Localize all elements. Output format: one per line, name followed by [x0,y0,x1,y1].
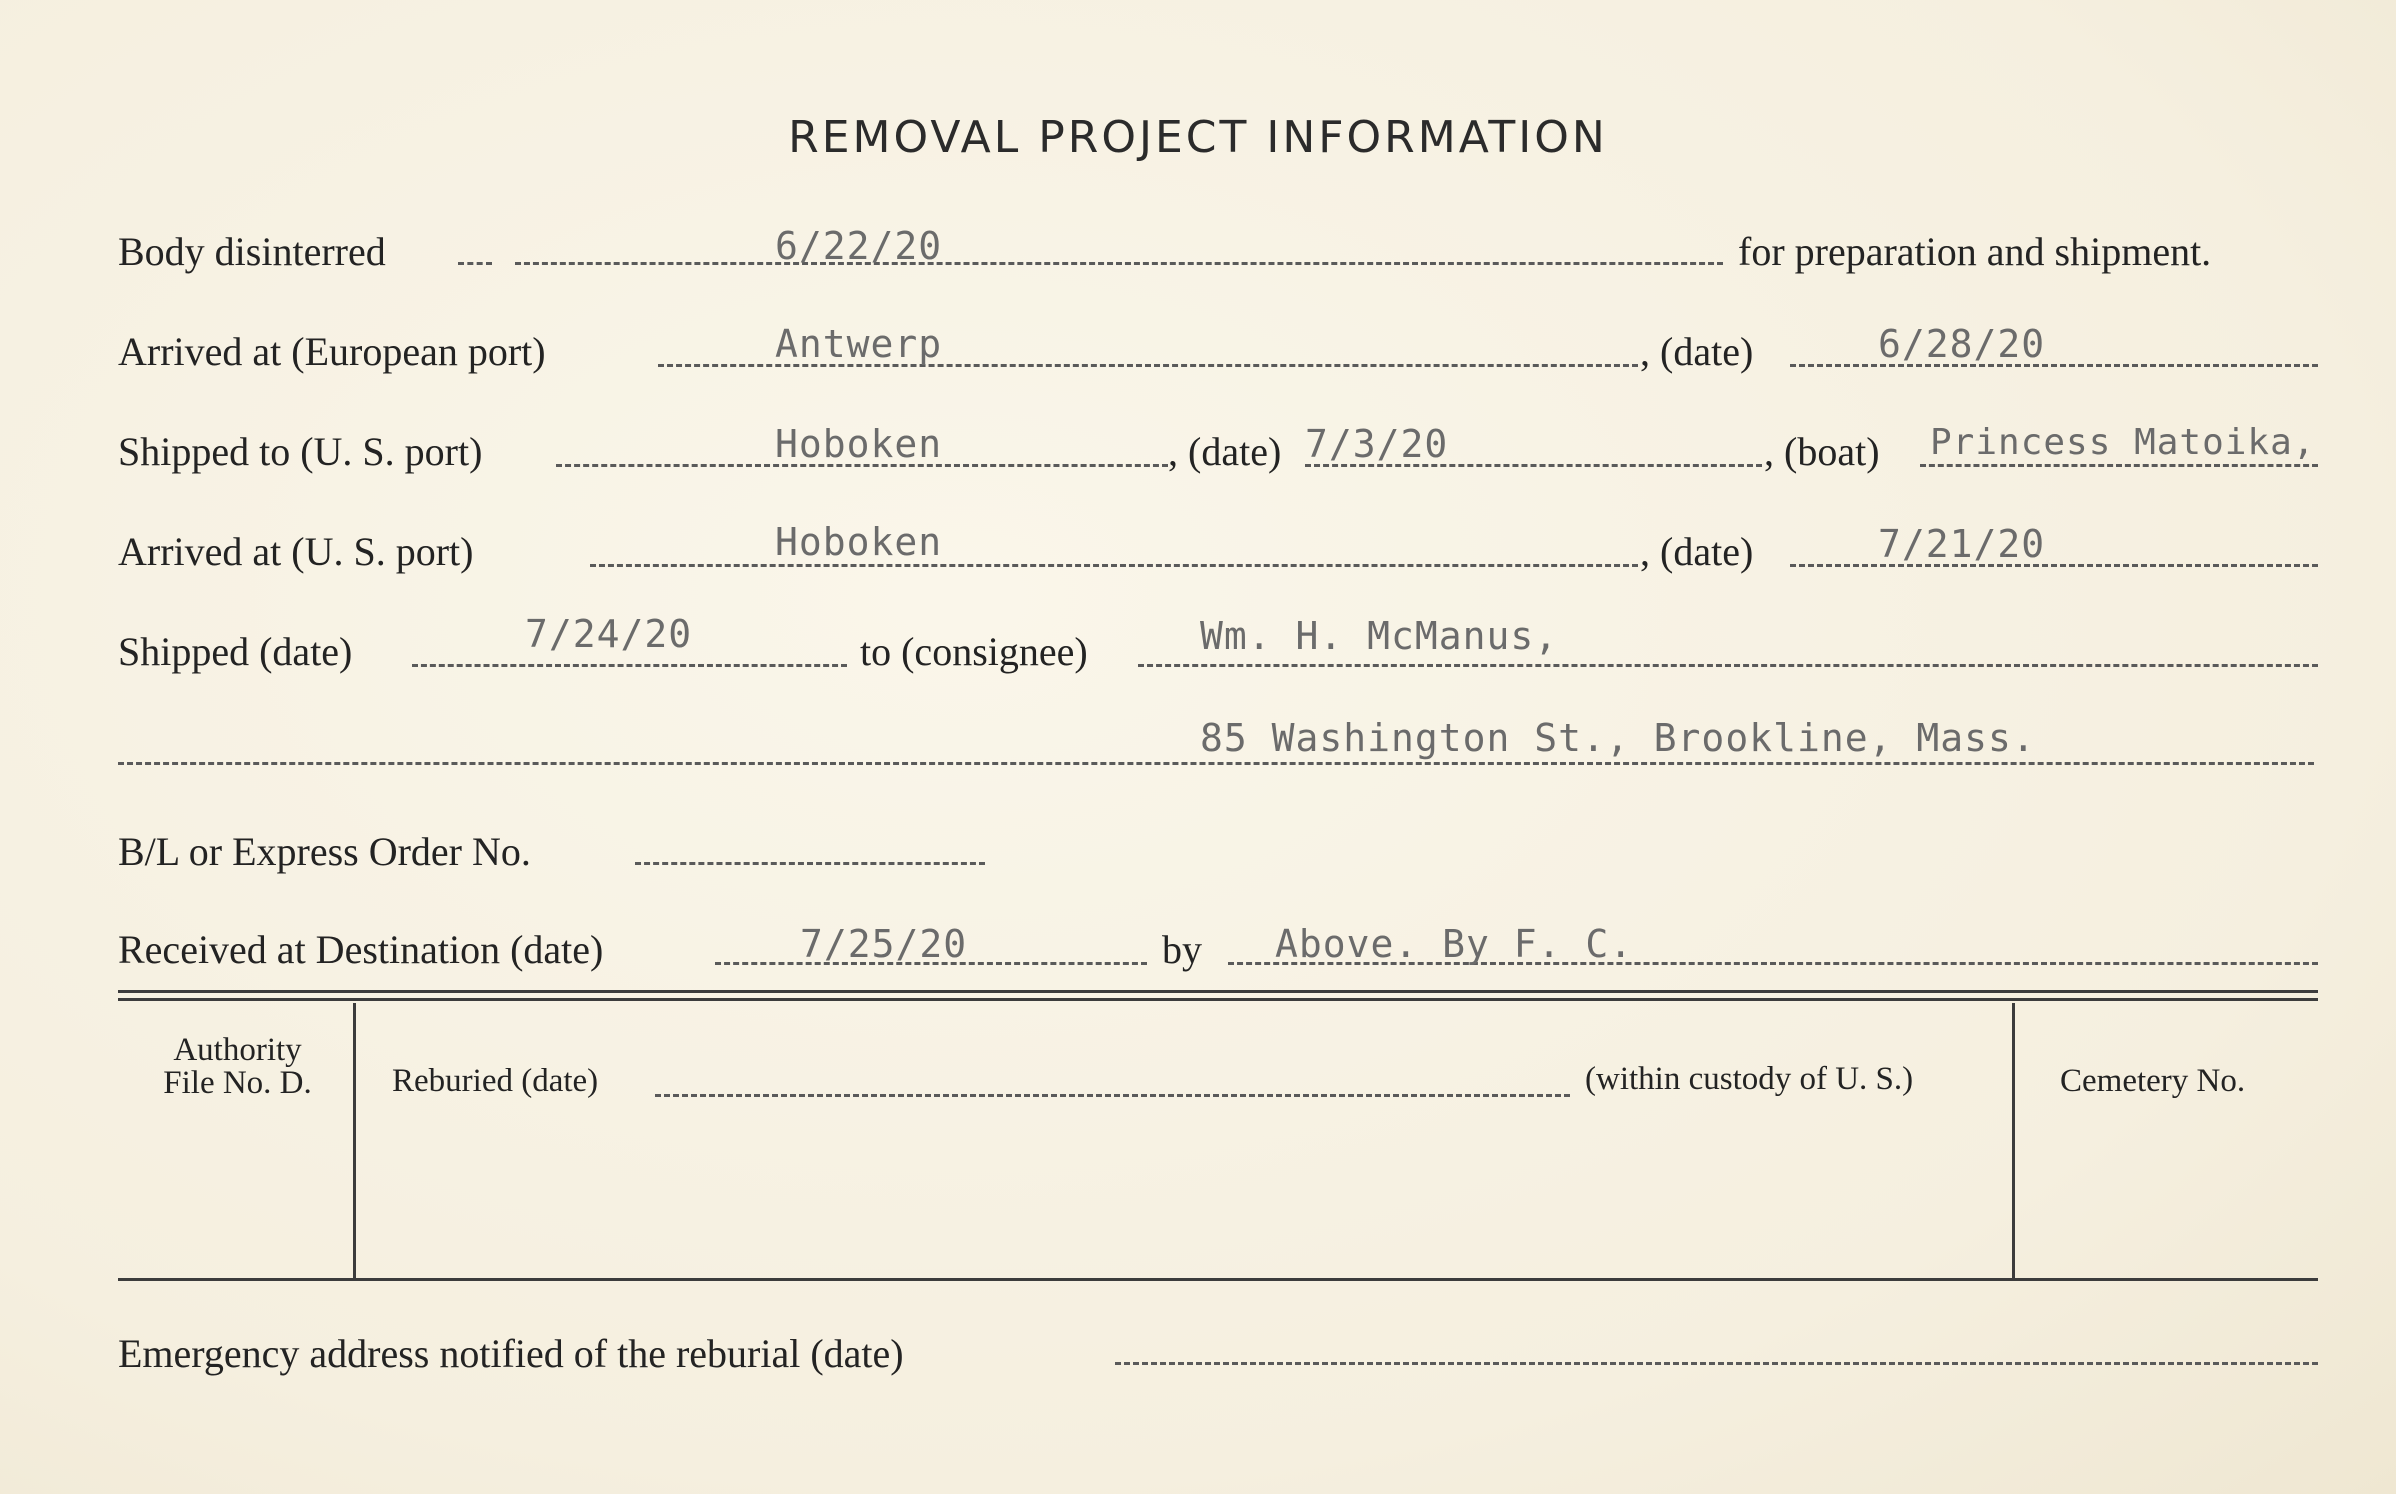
body-disinterred-label: Body disinterred [118,229,386,274]
table-top-rule [118,998,2318,1001]
dotted-line [458,262,492,265]
emergency-label: Emergency address notified of the reburial (date) [118,1331,904,1376]
shipped-date-label: , (date) [1168,429,1282,474]
european-date-label: , (date) [1640,329,1754,374]
cemetery-no-label: Cemetery No. [2060,1063,2246,1099]
table-bottom-rule [118,1278,2318,1281]
shipped-us-date: 7/3/20 [1305,422,1449,466]
dotted-line [1920,464,2318,467]
us-port-arrival-value: Hoboken [775,520,943,564]
reburied-date-label: Reburied (date) [392,1063,599,1099]
shipped-date-row-label: Shipped (date) [118,629,353,674]
preparation-shipment-text: for preparation and shipment. [1738,229,2212,274]
dotted-line [590,564,1638,567]
received-date: 7/25/20 [800,922,968,966]
dotted-line [412,664,847,667]
authority-label: Authority [173,1032,302,1068]
body-disinterred-date: 6/22/20 [775,224,943,268]
boat-name: Princess Matoika, [1930,422,2316,463]
shipped-date-value: 7/24/20 [525,612,693,656]
european-arrival-date: 6/28/20 [1878,322,2046,366]
us-port-shipped-value: Hoboken [775,422,943,466]
address-line [118,762,2314,765]
us-arrival-date: 7/21/20 [1878,522,2046,566]
dotted-line [515,262,1723,265]
arrived-us-label: Arrived at (U. S. port) [118,529,474,574]
card-title: REMOVAL PROJECT INFORMATION [788,112,1608,163]
file-no-label: File No. D. [163,1065,312,1101]
table-top-rule [118,990,2318,993]
consignee-label: to (consignee) [860,629,1088,674]
consignee-name: Wm. H. McManus, [1200,614,1559,658]
received-by-value: Above. By F. C. [1275,922,1634,966]
dotted-line [1790,564,2318,567]
received-label: Received at Destination (date) [118,927,604,972]
arrived-european-label: Arrived at (European port) [118,329,546,374]
european-port-value: Antwerp [775,322,943,366]
us-arrival-date-label: , (date) [1640,529,1754,574]
dotted-line [1115,1362,2318,1365]
bl-order-label: B/L or Express Order No. [118,829,531,874]
column-divider [353,1003,356,1278]
consignee-address: 85 Washington St., Brookline, Mass. [1200,716,2036,760]
dotted-line [1138,664,2318,667]
boat-label: , (boat) [1764,429,1880,474]
dotted-line [1790,364,2318,367]
dotted-line [655,1094,1570,1097]
received-by-label: by [1162,927,1202,972]
dotted-line [635,862,985,865]
column-divider [2012,1003,2015,1278]
custody-label: (within custody of U. S.) [1585,1061,1914,1097]
shipped-us-label: Shipped to (U. S. port) [118,429,483,474]
